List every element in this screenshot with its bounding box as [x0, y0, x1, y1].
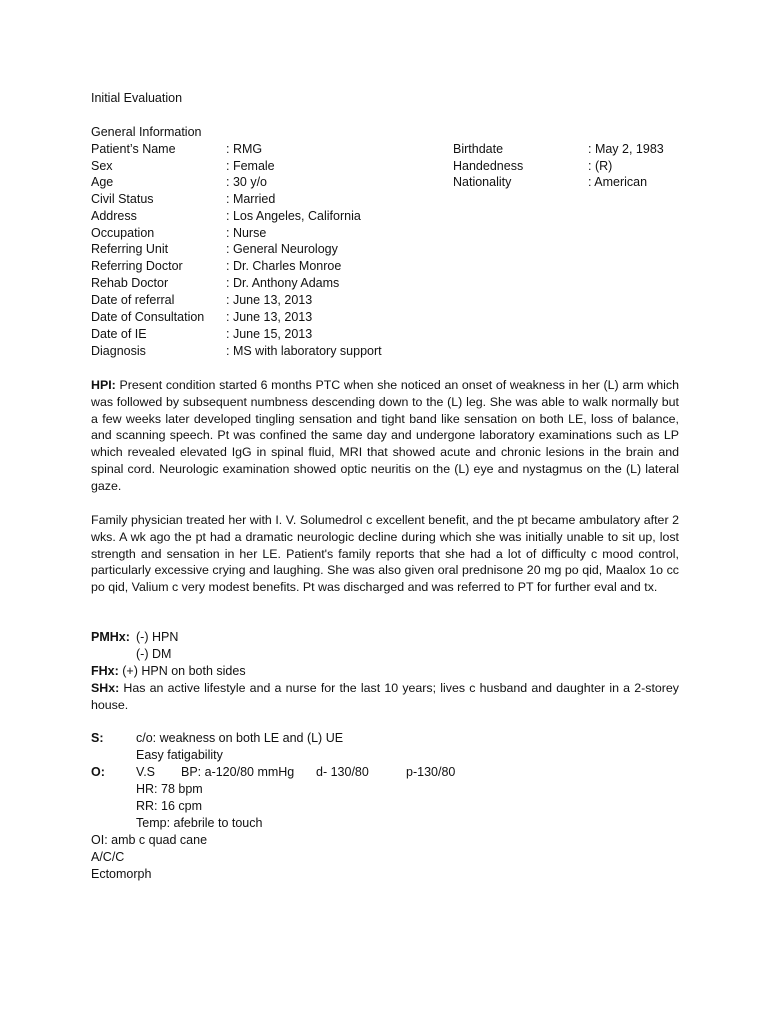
- heart-rate: HR: 78 bpm: [136, 782, 203, 796]
- fhx-label: FHx:: [91, 664, 119, 678]
- document-title: Initial Evaluation: [91, 91, 183, 105]
- info-value-address: : Los Angeles, California: [226, 209, 361, 223]
- info-value-patient-name: : RMG: [226, 142, 263, 156]
- shx-text: Has an active lifestyle and a nurse for the last 10 years; lives c husband and daughter in a 2-storey house.: [91, 681, 679, 712]
- respiratory-rate: RR: 16 cpm: [136, 799, 202, 813]
- temperature: Temp: afebrile to touch: [136, 816, 263, 830]
- info-value-nationality: : American: [588, 175, 648, 189]
- info-value-age: : 30 y/o: [226, 175, 267, 189]
- info-value-occupation: : Nurse: [226, 226, 267, 240]
- info-label-date-of-ie: Date of IE: [91, 327, 147, 341]
- objective-label: O:: [91, 765, 105, 779]
- shx-paragraph: [91, 680, 679, 714]
- vital-signs-label: V.S: [136, 765, 156, 779]
- info-label-civil-status: Civil Status: [91, 192, 154, 206]
- subjective-complaint: c/o: weakness on both LE and (L) UE: [136, 731, 344, 745]
- info-label-date-of-referral: Date of referral: [91, 293, 175, 307]
- fhx-text: (+) HPN on both sides: [118, 664, 246, 678]
- info-value-rehab-doctor: : Dr. Anthony Adams: [226, 276, 340, 290]
- blood-pressure-a: BP: a-120/80 mmHg: [181, 765, 295, 779]
- body-type: Ectomorph: [91, 867, 152, 881]
- info-value-date-of-referral: : June 13, 2013: [226, 293, 313, 307]
- hpi-text: Present condition started 6 months PTC when she noticed an onset of weakness in her (L) arm which was followed by subsequent numbness descending down to the (L) leg. She was able to walk normally but a few weeks later developed tingling sensation and tight band like sensation on both LE, loss of balance, and scanning speech. Pt was confined the same day and undergone laboratory examinations such as LP which revealed elevated IgG in spinal fluid, MRI that showed acute and chronic lesions in the brain and spinal cord. Neurologic examination showed optic neuritis on the (L) eye and nystagmus on the (L) lateral gaze.: [91, 378, 679, 493]
- info-label-birthdate: Birthdate: [453, 142, 504, 156]
- info-label-sex: Sex: [91, 159, 113, 173]
- acc-line: A/C/C: [91, 850, 125, 864]
- treatment-history-paragraph: [91, 512, 679, 596]
- info-label-diagnosis: Diagnosis: [91, 344, 146, 358]
- info-value-date-of-ie: : June 15, 2013: [226, 327, 313, 341]
- info-label-date-of-consultation: Date of Consultation: [91, 310, 205, 324]
- info-value-civil-status: : Married: [226, 192, 276, 206]
- treatment-history-text: Family physician treated her with I. V. Solumedrol c excellent benefit, and the pt became ambulatory after 2 wks. A wk ago the pt had a dramatic neurologic decline during which she was initially unable to sit up, lost strength and sensation in her LE. Patient's family reports that she had a lot of difficulty c mood control, particularly excessive crying and laughing. She was also given oral prednisone 20 mg po qid, Maalox 1o cc po qid, Valium c very modest benefits. Pt was discharged and was referred to PT for further eval and tx.: [91, 513, 679, 595]
- info-value-handedness: : (R): [588, 159, 613, 173]
- subjective-fatigue: Easy fatigability: [136, 748, 223, 762]
- info-label-referring-doctor: Referring Doctor: [91, 259, 183, 273]
- info-label-rehab-doctor: Rehab Doctor: [91, 276, 169, 290]
- info-value-referring-doctor: : Dr. Charles Monroe: [226, 259, 342, 273]
- info-value-referring-unit: : General Neurology: [226, 242, 338, 256]
- pmhx-label: PMHx:: [91, 630, 130, 644]
- blood-pressure-d: d- 130/80: [316, 765, 369, 779]
- info-label-patient-name: Patient’s Name: [91, 142, 176, 156]
- shx-label: SHx:: [91, 681, 120, 695]
- subjective-label: S:: [91, 731, 104, 745]
- pmhx-line-hpn: (-) HPN: [136, 630, 179, 644]
- hpi-paragraph: [91, 377, 679, 495]
- observation-ambulation: OI: amb c quad cane: [91, 833, 208, 847]
- pmhx-line-dm: (-) DM: [136, 647, 172, 661]
- fhx-line: [91, 663, 246, 680]
- hpi-label: HPI:: [91, 378, 116, 392]
- info-label-address: Address: [91, 209, 137, 223]
- info-label-age: Age: [91, 175, 114, 189]
- info-value-sex: : Female: [226, 159, 275, 173]
- info-value-birthdate: : May 2, 1983: [588, 142, 664, 156]
- info-label-occupation: Occupation: [91, 226, 155, 240]
- info-label-handedness: Handedness: [453, 159, 524, 173]
- info-value-diagnosis: : MS with laboratory support: [226, 344, 382, 358]
- info-label-referring-unit: Referring Unit: [91, 242, 169, 256]
- info-label-nationality: Nationality: [453, 175, 512, 189]
- general-info-heading: General Information: [91, 125, 202, 139]
- info-value-date-of-consultation: : June 13, 2013: [226, 310, 313, 324]
- blood-pressure-p: p-130/80: [406, 765, 456, 779]
